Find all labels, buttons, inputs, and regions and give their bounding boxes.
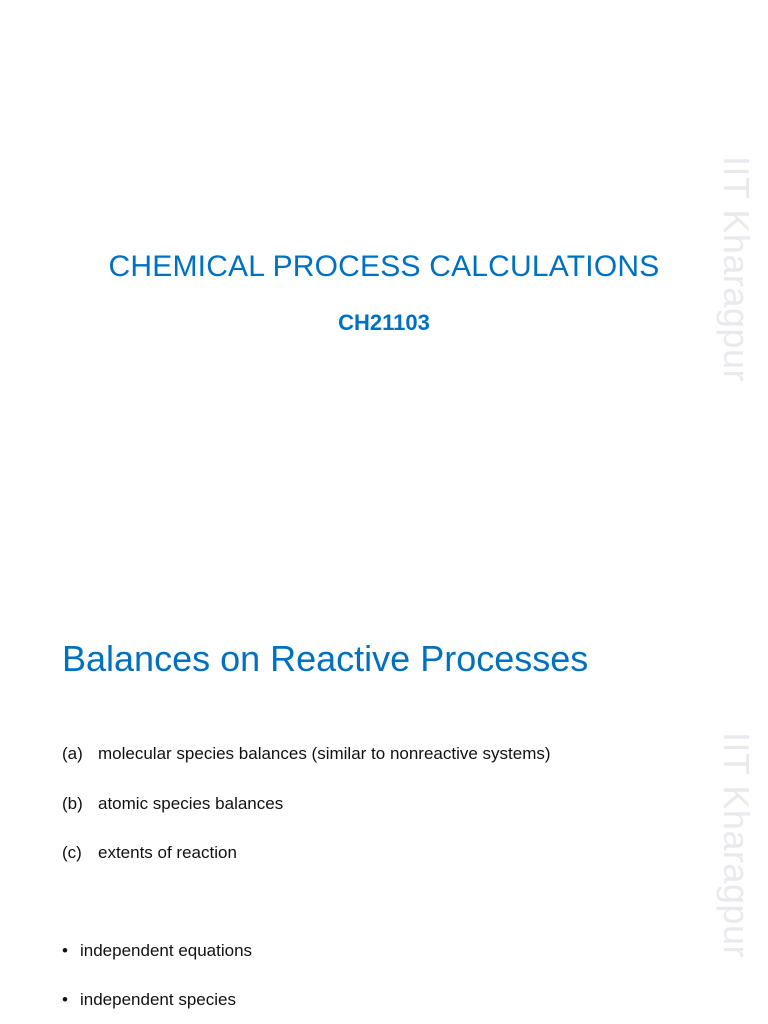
list-marker: (a) <box>62 744 83 763</box>
list-marker: (c) <box>62 843 82 862</box>
list-item <box>62 794 283 814</box>
slide-heading: Balances on Reactive Processes <box>62 638 589 679</box>
bullet-item <box>62 941 252 961</box>
list-item-text: molecular species balances (similar to nonreactive systems) <box>98 744 551 763</box>
course-code: CH21103 <box>338 310 430 335</box>
content-slide <box>0 576 768 1024</box>
list-item <box>62 744 551 764</box>
list-item-text: atomic species balances <box>98 794 284 813</box>
course-title: CHEMICAL PROCESS CALCULATIONS <box>108 250 660 283</box>
list-marker: (b) <box>62 794 83 813</box>
list-item-text: extents of reaction <box>98 843 237 862</box>
bullet-text: independent species <box>80 990 236 1009</box>
watermark: IIT Kharagpur <box>716 156 757 382</box>
list-item <box>62 843 237 863</box>
bullet-icon: • <box>62 941 68 960</box>
bullet-item <box>62 990 236 1010</box>
watermark: IIT Kharagpur <box>716 732 757 958</box>
bullet-icon: • <box>62 990 68 1009</box>
bullet-text: independent equations <box>80 941 253 960</box>
